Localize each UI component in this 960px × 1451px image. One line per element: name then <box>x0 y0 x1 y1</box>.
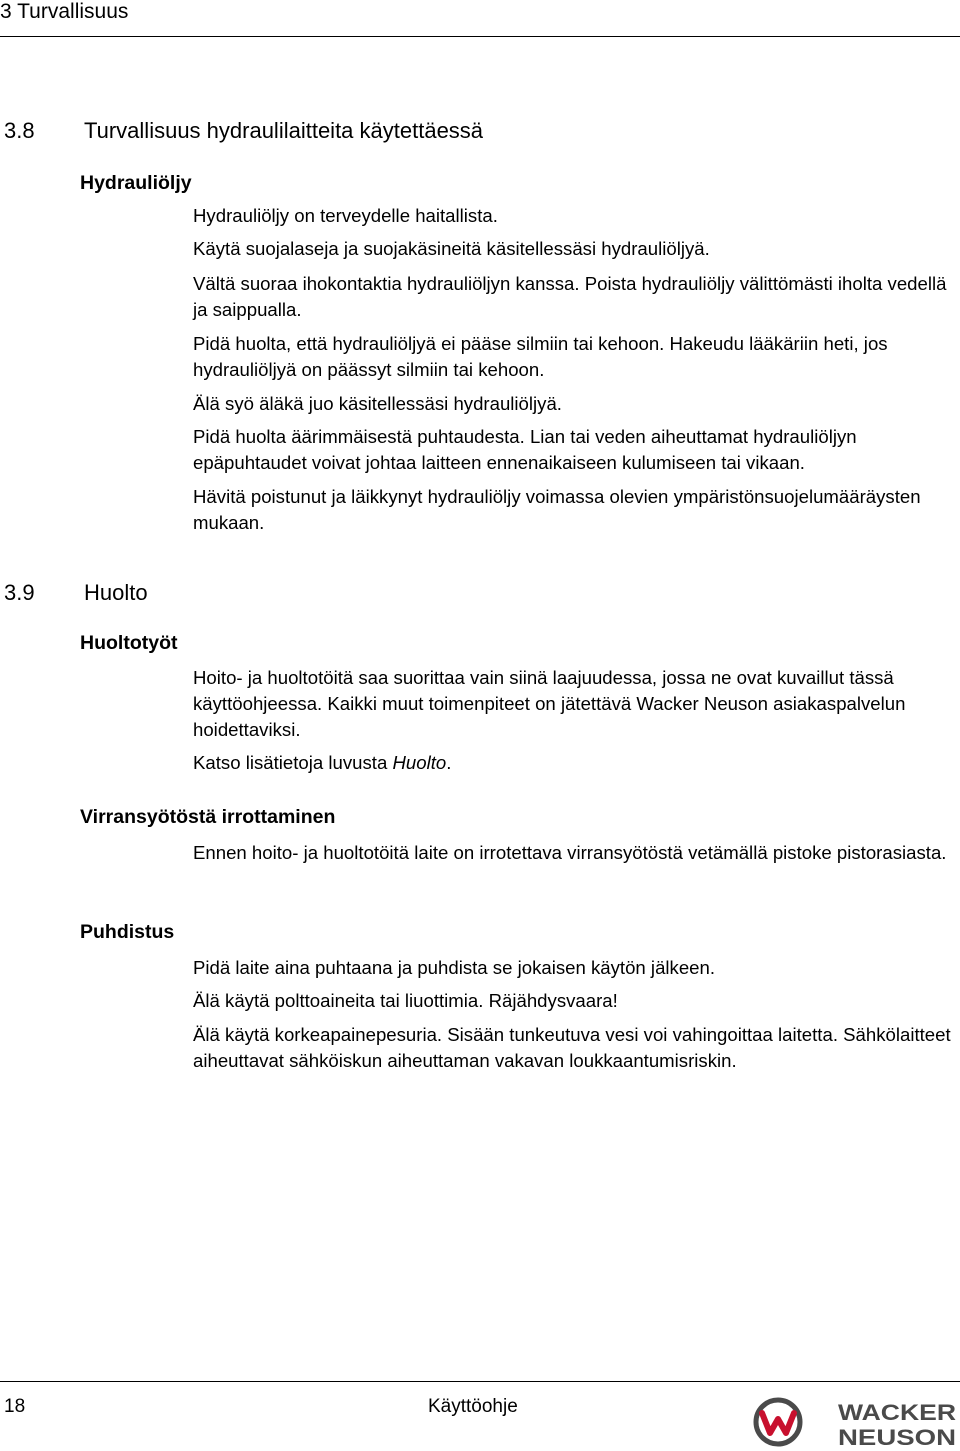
document-name: Käyttöohje <box>428 1396 518 1417</box>
paragraph: Älä syö äläkä juo käsitellessäsi hydrauliöljyä. <box>193 393 562 414</box>
subheading-puhdistus: Puhdistus <box>80 921 175 943</box>
paragraph: Pidä huolta, että hydrauliöljyä ei pääse silmiin tai kehoon. Hakeudu lääkäriin heti, jos hydrauliöljyä on päässyt silmiin tai kehoon. <box>193 333 888 380</box>
paragraph: Hävitä poistunut ja läikkynyt hydrauliöljy voimassa olevien ympäristönsuojelumääräysten mukaan. <box>193 486 921 533</box>
subheading-virransyotosta-irrottaminen: Virransyötöstä irrottaminen <box>80 806 336 828</box>
section-heading-3-8 <box>4 118 483 144</box>
brand-line-2: NEUSON <box>838 1425 956 1447</box>
section-number: 3.8 <box>4 118 35 143</box>
reference-prefix: Katso lisätietoja luvusta <box>193 752 393 773</box>
footer-divider <box>0 1381 960 1382</box>
paragraph: Ennen hoito- ja huoltotöitä laite on irrotettava virransyötöstä vetämällä pistoke pistorasiasta. <box>193 842 947 863</box>
paragraph: Vältä suoraa ihokontaktia hydrauliöljyn kanssa. Poista hydrauliöljy välittömästi iholta vedellä ja saippualla. <box>193 273 947 320</box>
brand-logo-wordmark <box>838 1399 958 1447</box>
subheading-hydrauliöljy: Hydrauliöljy <box>80 172 192 194</box>
section-title: Turvallisuus hydraulilaitteita käytettäessä <box>84 118 484 143</box>
subheading-huoltotyot: Huoltotyöt <box>80 632 178 654</box>
reference-suffix: . <box>446 752 452 773</box>
paragraph: Älä käytä korkeapainepesuria. Sisään tunkeutuva vesi voi vahingoittaa laitetta. Sähkölaitteet aiheuttavat sähköiskun aiheuttaman vakavan loukkaantumisriskin. <box>193 1024 951 1071</box>
section-number: 3.9 <box>4 580 35 605</box>
section-title: Huolto <box>84 580 148 605</box>
header-divider <box>0 36 960 37</box>
section-heading-3-9 <box>4 580 148 606</box>
brand-line-1: WACKER <box>838 1400 957 1425</box>
paragraph: Älä käytä polttoaineita tai liuottimia. Räjähdysvaara! <box>193 990 618 1011</box>
chapter-reference-link[interactable]: Huolto <box>392 752 447 773</box>
paragraph: Pidä huolta äärimmäisestä puhtaudesta. Lian tai veden aiheuttamat hydrauliöljyn epäpuhtaudet voivat johtaa laitteen ennenaikaiseen kulumiseen tai vikaan. <box>193 426 857 473</box>
wacker-neuson-w-icon <box>753 1397 803 1447</box>
paragraph: Hoito- ja huoltotöitä saa suorittaa vain siinä laajuudessa, jossa ne ovat kuvaillut tässä käyttöohjeessa. Kaikki muut toimenpiteet on jätettävä Wacker Neuson asiakaspalvelun hoidettaviksi. <box>193 667 906 740</box>
paragraph: Pidä laite aina puhtaana ja puhdista se jokaisen käytön jälkeen. <box>193 957 716 978</box>
paragraph: Hydrauliöljy on terveydelle haitallista. <box>193 205 498 226</box>
page-number: 18 <box>4 1396 26 1417</box>
paragraph: Käytä suojalaseja ja suojakäsineitä käsitellessäsi hydrauliöljyä. <box>193 238 710 259</box>
chapter-title: 3 Turvallisuus <box>0 0 129 23</box>
paragraph-cross-reference <box>193 750 955 776</box>
